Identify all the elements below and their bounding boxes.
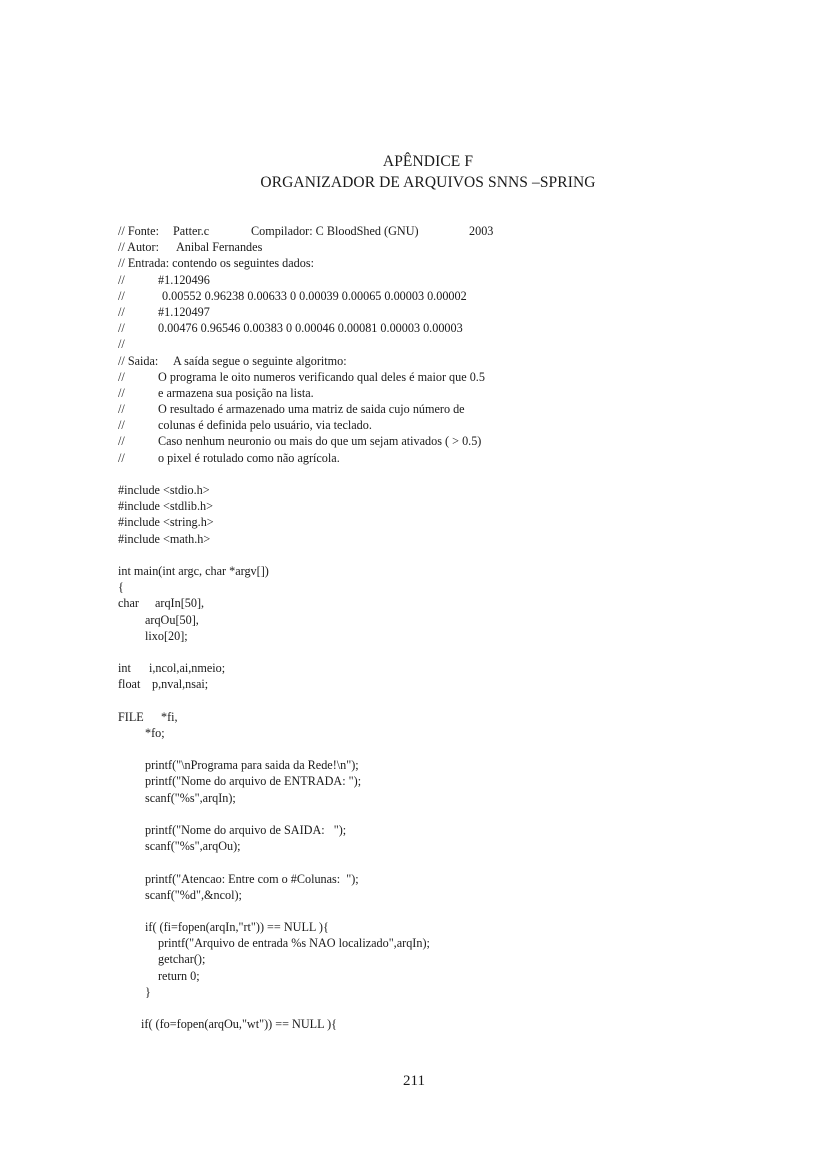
blank-line: [118, 692, 758, 708]
include-directive: [118, 482, 758, 498]
comment-marker: //: [118, 288, 125, 303]
comment-text: Caso nenhum neuronio ou mais do que um sejam ativados ( > 0.5): [158, 434, 482, 449]
code-line: [118, 417, 758, 433]
code-line: [118, 255, 758, 271]
blank-line: [118, 466, 758, 482]
declaration: *fi,: [161, 709, 178, 724]
statement: if( (fo=fopen(arqOu,"wt")) == NULL ){: [141, 1017, 338, 1032]
blank-line: [118, 1000, 758, 1016]
declaration: arqIn[50],: [155, 596, 205, 611]
code-line: [118, 320, 758, 336]
blank-line: [118, 903, 758, 919]
code-line: [118, 433, 758, 449]
type-keyword: FILE: [118, 709, 144, 724]
code-line: [118, 935, 758, 951]
include-text: #include <string.h>: [118, 515, 214, 530]
statement: printf("Nome do arquivo de SAIDA: ");: [145, 822, 347, 837]
code-line: [118, 612, 758, 628]
include-directive: [118, 531, 758, 547]
blank-line: [118, 741, 758, 757]
comment-text: o pixel é rotulado como não agrícola.: [158, 450, 340, 465]
statement: if( (fi=fopen(arqIn,"rt")) == NULL ){: [145, 920, 329, 935]
blank-line: [118, 644, 758, 660]
comment-marker: //: [118, 434, 125, 449]
source-filename: Patter.c: [173, 224, 210, 238]
comment-marker: //: [118, 369, 125, 384]
code-line: [118, 871, 758, 887]
code-line: [118, 304, 758, 320]
type-keyword: char: [118, 596, 139, 611]
comment-label: // Saida:: [118, 353, 159, 368]
code-line: [118, 709, 758, 725]
appendix-title: APÊNDICE F: [382, 153, 474, 170]
code-line: [118, 773, 758, 789]
code-line: [118, 628, 758, 644]
blank-line: [118, 806, 758, 822]
comment-text: 0.00476 0.96546 0.00383 0 0.00046 0.00081 0.00003 0.00003: [158, 321, 463, 336]
year: 2003: [469, 224, 494, 238]
code-line: [118, 450, 758, 466]
code-line: [118, 401, 758, 417]
comment-marker: //: [118, 321, 125, 336]
comment-marker: //: [118, 385, 125, 400]
code-line: [118, 676, 758, 692]
statement: scanf("%s",arqOu);: [145, 839, 241, 854]
code-line: [118, 288, 758, 304]
code-line: [118, 968, 758, 984]
code-line: [118, 725, 758, 741]
code-line: [118, 223, 758, 239]
page-number: 211: [403, 1073, 425, 1089]
code-line: [118, 838, 758, 854]
comment-text: A saída segue o seguinte algoritmo:: [173, 353, 347, 368]
code-line: [118, 660, 758, 676]
comment-text: 0.00552 0.96238 0.00633 0 0.00039 0.00065 0.00003 0.00002: [162, 288, 467, 303]
main-signature: int main(int argc, char *argv[]): [118, 563, 269, 578]
include-text: #include <stdlib.h>: [118, 499, 213, 514]
include-directive: [118, 514, 758, 530]
statement: printf("\nPrograma para saida da Rede!\n");: [145, 758, 359, 773]
statement: scanf("%s",arqIn);: [145, 790, 236, 805]
code-line: [118, 757, 758, 773]
comment-marker: //: [118, 402, 125, 417]
code-line: [118, 353, 758, 369]
code-line: [118, 984, 758, 1000]
comment-marker: //: [118, 450, 125, 465]
comment-text: O programa le oito numeros verificando qual deles é maior que 0.5: [158, 369, 485, 384]
declaration: arqOu[50],: [145, 612, 199, 627]
code-line: [118, 239, 758, 255]
comment-text: #1.120497: [158, 304, 210, 319]
comment-text: // Entrada: contendo os seguintes dados:: [118, 256, 314, 271]
code-line: [118, 336, 758, 352]
comment-marker: //: [118, 272, 125, 287]
include-text: #include <math.h>: [118, 531, 211, 546]
declaration: p,nval,nsai;: [152, 677, 209, 692]
comment-marker: //: [118, 337, 125, 352]
blank-line: [118, 547, 758, 563]
statement: printf("Nome do arquivo de ENTRADA: ");: [145, 774, 362, 789]
code-line: [118, 951, 758, 967]
compiler-info: Compilador: C BloodShed (GNU): [251, 224, 419, 238]
comment-marker: //: [118, 418, 125, 433]
code-line: [118, 790, 758, 806]
comment-marker: //: [118, 304, 125, 319]
declaration: *fo;: [145, 725, 165, 740]
statement: getchar();: [158, 952, 206, 967]
statement: return 0;: [158, 968, 200, 983]
code-line: [118, 822, 758, 838]
comment-text: #1.120496: [158, 272, 210, 287]
code-line: [118, 1016, 758, 1032]
code-line: [118, 887, 758, 903]
statement: printf("Arquivo de entrada %s NAO localizado",arqIn);: [158, 936, 430, 951]
source-code-listing: [118, 223, 758, 1032]
code-line: [118, 272, 758, 288]
comment-label: // Autor:: [118, 240, 159, 255]
type-keyword: int: [118, 661, 131, 676]
blank-line: [118, 854, 758, 870]
comment-text: e armazena sua posição na lista.: [158, 385, 314, 400]
code-line: [118, 369, 758, 385]
appendix-subtitle: ORGANIZADOR DE ARQUIVOS SNNS –SPRING: [260, 174, 596, 191]
code-line: [118, 385, 758, 401]
comment-label: // Fonte:: [118, 224, 159, 238]
statement: scanf("%d",&ncol);: [145, 887, 242, 902]
declaration: i,ncol,ai,nmeio;: [149, 661, 226, 676]
type-keyword: float: [118, 677, 141, 692]
include-directive: [118, 498, 758, 514]
brace: }: [145, 984, 151, 999]
code-line: [118, 563, 758, 579]
statement: printf("Atencao: Entre com o #Colunas: ");: [145, 871, 359, 886]
comment-text: O resultado é armazenado uma matriz de saida cujo número de: [158, 402, 465, 417]
code-line: [118, 919, 758, 935]
include-text: #include <stdio.h>: [118, 483, 210, 497]
brace: {: [118, 580, 124, 595]
comment-text: colunas é definida pelo usuário, via teclado.: [158, 418, 372, 433]
author-name: Anibal Fernandes: [176, 240, 263, 255]
code-line: [118, 595, 758, 611]
code-line: [118, 579, 758, 595]
declaration: lixo[20];: [145, 628, 188, 643]
